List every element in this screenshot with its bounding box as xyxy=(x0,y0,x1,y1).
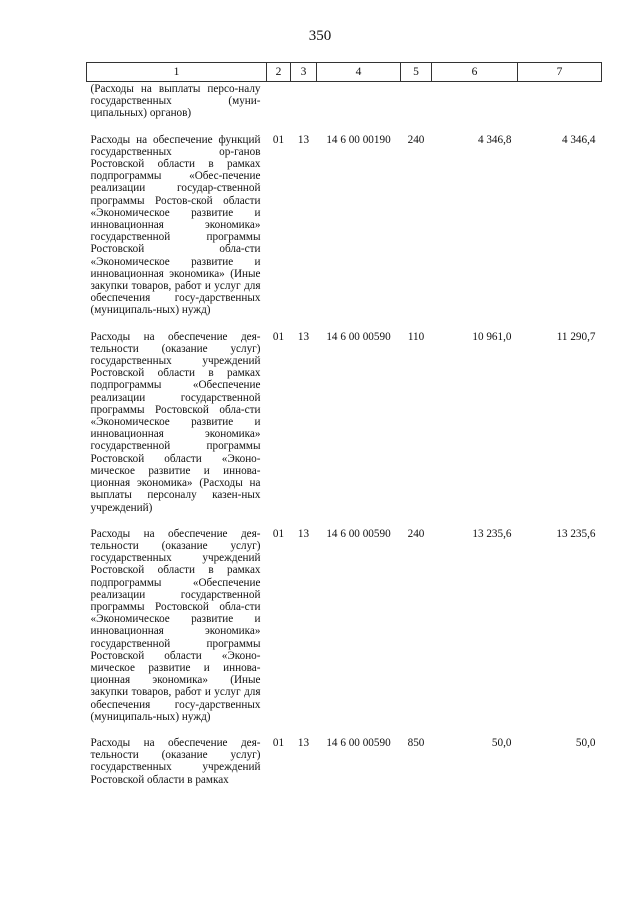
section-code: 01 xyxy=(272,527,285,540)
column-header: 3 xyxy=(291,63,317,82)
amount-year-2: 4 346,4 xyxy=(561,133,596,146)
expense-description: Расходы на обеспечение дея-тельности (оказание услуг) государственных учреждений Ростовской области в рамках xyxy=(90,736,261,786)
column-header: 5 xyxy=(401,63,432,82)
table-row xyxy=(87,331,602,528)
target-article-code: 14 6 00 00590 xyxy=(326,527,391,540)
expense-description: Расходы на обеспечение функций государственных ор-ганов Ростовской области в рамках подпрограммы «Обес-печение реализации государ-ственной программы Ростов-ской области «Экономическое развитие и инновационная экономика» государственной программы Ростовской обла-сти «Экономическое развитие и инновационная экономика» (Иные закупки товаров, работ и услуг для обеспечения госу-дарственных (муниципаль-ных) нужд) xyxy=(90,133,261,317)
column-header: 6 xyxy=(432,63,518,82)
amount-year-1: 4 346,8 xyxy=(477,133,512,146)
expense-description: Расходы на обеспечение дея-тельности (оказание услуг) государственных учреждений Ростовской области в рамках подпрограммы «Обеспечение реализации государственной программы Ростовской обла-сти «Экономическое развитие и инновационная экономика» государственной программы Ростовской области «Эконо-мическое развитие и иннова-ционная экономика» (Иные закупки товаров, работ и услуг для обеспечения госу-дарственных (муниципаль-ных) нужд) xyxy=(90,527,261,723)
amount-year-1: 50,0 xyxy=(491,736,512,749)
section-code: 01 xyxy=(272,330,285,343)
column-header: 4 xyxy=(317,63,401,82)
expense-type-code: 240 xyxy=(407,133,425,146)
table-row xyxy=(87,528,602,737)
target-article-code: 14 6 00 00190 xyxy=(326,133,391,146)
subsection-code xyxy=(291,82,317,134)
amount-year-2: 50,0 xyxy=(575,736,596,749)
amount-year-1: 10 961,0 xyxy=(472,330,512,343)
column-header: 1 xyxy=(87,63,267,82)
expense-description: Расходы на обеспечение дея-тельности (оказание услуг) государственных учреждений Ростовской области в рамках подпрограммы «Обеспечение реализации государственной программы Ростовской обла-сти «Экономическое развитие и инновационная экономика» государственной программы Ростовской области «Эконо-мическое развитие и иннова-ционная экономика» (Расходы на выплаты персоналу казен-ных учреждений) xyxy=(90,330,261,514)
subsection-code: 13 xyxy=(297,527,310,540)
amount-year-2: 11 290,7 xyxy=(556,330,596,343)
subsection-code: 13 xyxy=(297,736,310,749)
expense-type-code: 850 xyxy=(407,736,425,749)
table-row xyxy=(87,82,602,134)
column-number-header-row xyxy=(87,63,602,82)
subsection-code: 13 xyxy=(297,330,310,343)
expense-type-code: 110 xyxy=(407,330,425,343)
target-article-code xyxy=(317,82,401,134)
column-header: 7 xyxy=(518,63,602,82)
target-article-code: 14 6 00 00590 xyxy=(326,330,391,343)
section-code: 01 xyxy=(272,736,285,749)
table-row xyxy=(87,737,602,786)
column-header: 2 xyxy=(267,63,291,82)
target-article-code: 14 6 00 00590 xyxy=(326,736,391,749)
amount-year-1: 13 235,6 xyxy=(472,527,512,540)
expense-description: (Расходы на выплаты персо-налу государственных (муни-ципальных) органов) xyxy=(90,83,261,120)
amount-year-2: 13 235,6 xyxy=(556,527,596,540)
table-row xyxy=(87,134,602,331)
budget-table xyxy=(86,62,602,786)
page-number: 350 xyxy=(308,28,332,44)
section-code: 01 xyxy=(272,133,285,146)
amount-year-2 xyxy=(518,82,602,134)
subsection-code: 13 xyxy=(297,133,310,146)
expense-type-code: 240 xyxy=(407,527,425,540)
expense-type-code xyxy=(401,82,432,134)
amount-year-1 xyxy=(432,82,518,134)
section-code xyxy=(267,82,291,134)
